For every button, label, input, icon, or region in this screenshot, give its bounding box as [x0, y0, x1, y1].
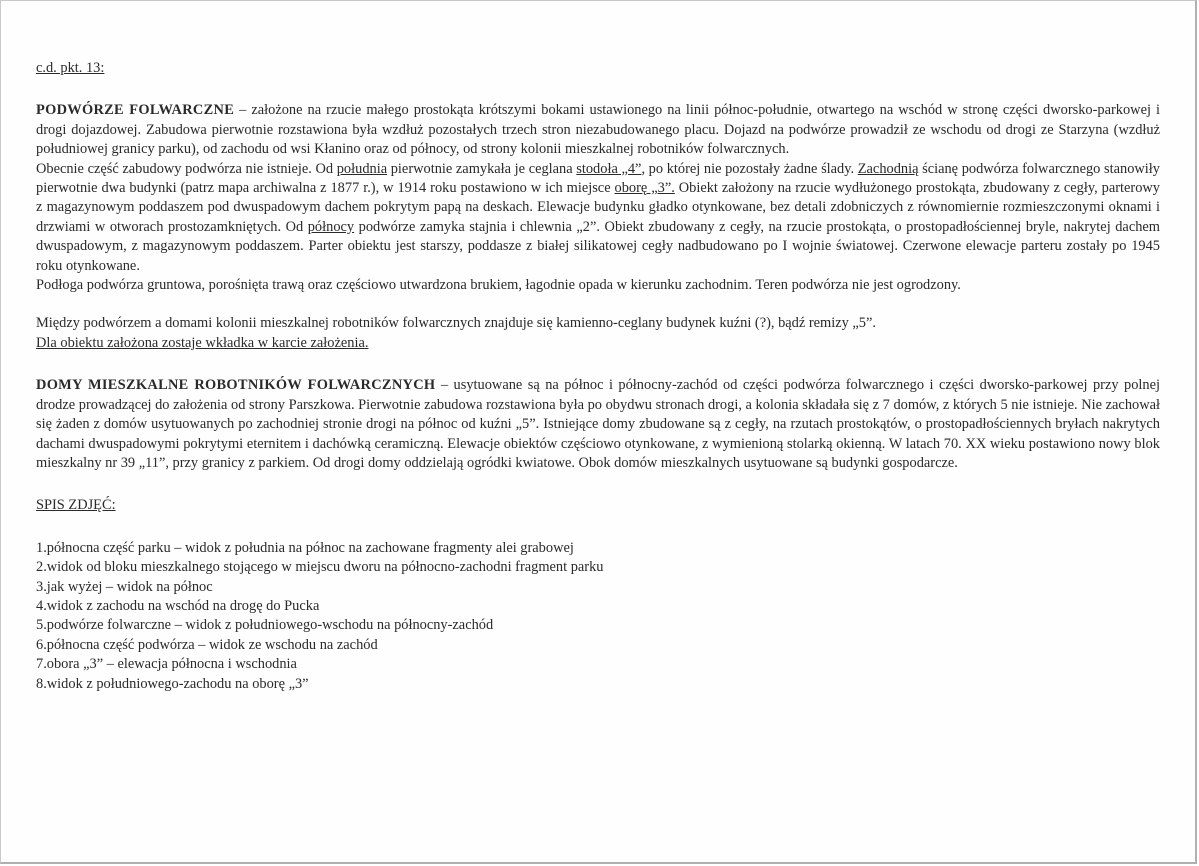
paragraph-forge: Między podwórzem a domami kolonii mieszkalnej robotników folwarcznych znajduje się kamienno-ceglany budynek kuźni (?), bądź remizy „5”. [36, 315, 876, 332]
list-item: 5.podwórze folwarczne – widok z południowego-wschodu na północny-zachód [36, 617, 494, 634]
list-item: 4.widok z zachodu na wschód na drogę do Pucka [36, 597, 320, 614]
paragraph-insert-note: Dla obiektu założona zostaje wkładka w karcie założenia. [36, 334, 369, 351]
section-heading: DOMY MIESZKALNE ROBOTNIKÓW FOLWARCZNYCH [36, 377, 436, 394]
list-item: 1.północna część parku – widok z południa na północ na zachowane fragmenty alei grabowej [36, 539, 574, 556]
list-item: 7.obora „3” – elewacja północna i wschodnia [36, 656, 297, 673]
paragraph-yard-surface: Podłoga podwórza gruntowa, porośnięta trawą oraz częściowo utwardzona brukiem, łagodnie opada w kierunku zachodnim. Teren podwórza nie jest ogrodzony. [36, 277, 961, 294]
continuation-ref: c.d. pkt. 13: [36, 60, 105, 76]
document-body [36, 59, 1160, 694]
photos-heading: SPIS ZDJĘĆ: [36, 497, 116, 514]
paragraph-current-state: Obecnie część zabudowy podwórza nie istnieje. Od południa pierwotnie zamykała je ceglana stodoła „4”, po której nie pozostały żadne ślady. Zachodnią ścianę podwórza folwarcznego stanowiły pierwotnie dwa budynki (patrz mapa archiwalna z 1877 r.), w 1914 roku postawiono w ich miejsce oborę „3”. Obiekt założony na rzucie wydłużonego prostokąta, zbudowany z cegły, parterowy z magazynowym poddaszem pod dwuspadowym dachem pokrytym papą na deskach. Elewacje budynku gładko otynkowane, bez detali zdobniczych z równomiernie rozmieszczonymi oknami i drzwiami w otworach prostozamkniętych. Od północy podwórze zamyka stajnia i chlewnia „2”. Obiekt zbudowany z cegły, na rzucie prostokąta, o prostopadłościennej bryle, nakrytej dachem dwuspadowym, z magazynowym poddaszem. Parter obiektu jest starszy, poddasze z białej silikatowej cegły nadbudowano po I wojnie światowej. Czerwone elewacje parteru zostały po 1945 roku otynkowane. [36, 160, 1160, 274]
list-item: 2.widok od bloku mieszkalnego stojącego w miejscu dworu na północno-zachodni fragment parku [36, 559, 604, 576]
section-folwark-yard: PODWÓRZE FOLWARCZNE – założone na rzucie małego prostokąta krótszymi bokami ustawionego na linii północ-południe, otwartego na wschód w stronę części dworsko-parkowej i drogi dojazdowej. Zabudowa pierwotnie rozstawiona była wzdłuż pozostałych trzech stron niezabudowanego placu. Dojazd na podwórze prowadził ze wschodu od drogi ze Starzyna (wzdłuż południowej granicy parku), od zachodu od wsi Kłanino oraz od północy, od strony kolonii mieszkalnej robotników folwarcznych. [36, 102, 1160, 158]
list-item: 3.jak wyżej – widok na północ [36, 578, 213, 595]
section-worker-houses: DOMY MIESZKALNE ROBOTNIKÓW FOLWARCZNYCH – usytuowane są na północ i północny-zachód od części podwórza folwarcznego i części dworsko-parkowej przy polnej drodze prowadzącej do założenia od strony Parszkowa. Pierwotnie zabudowa rozstawiona była po obydwu stronach drogi, a kolonia składała się z 7 domów, z których 5 nie istnieje. Nie zachował się żaden z domów usytuowanych po zachodniej stronie drogi na północ od kuźni „5”. Istniejące domy zbudowane są z cegły, na rzutach prostokątów, o prostopadłościennych bryłach nakrytych dachami dwuspadowymi pokrytymi eternitem i dachówką ceramiczną. Elewacje obiektów częściowo otynkowane, z wymienioną stolarką okienną. W latach 70. XX wieku postawiono nowy blok mieszkalny nr 39 „11”, przy granicy z parkiem. Od drogi domy oddzielają ogródki kwiatowe. Obok domów mieszkalnych usytuowane są budynki gospodarcze. [36, 377, 1160, 471]
list-item: 8.widok z południowego-zachodu na oborę „3” [36, 675, 309, 692]
section-heading: PODWÓRZE FOLWARCZNE [36, 102, 235, 119]
photo-list [36, 539, 1160, 694]
list-item: 6.północna część podwórza – widok ze wschodu na zachód [36, 636, 378, 653]
